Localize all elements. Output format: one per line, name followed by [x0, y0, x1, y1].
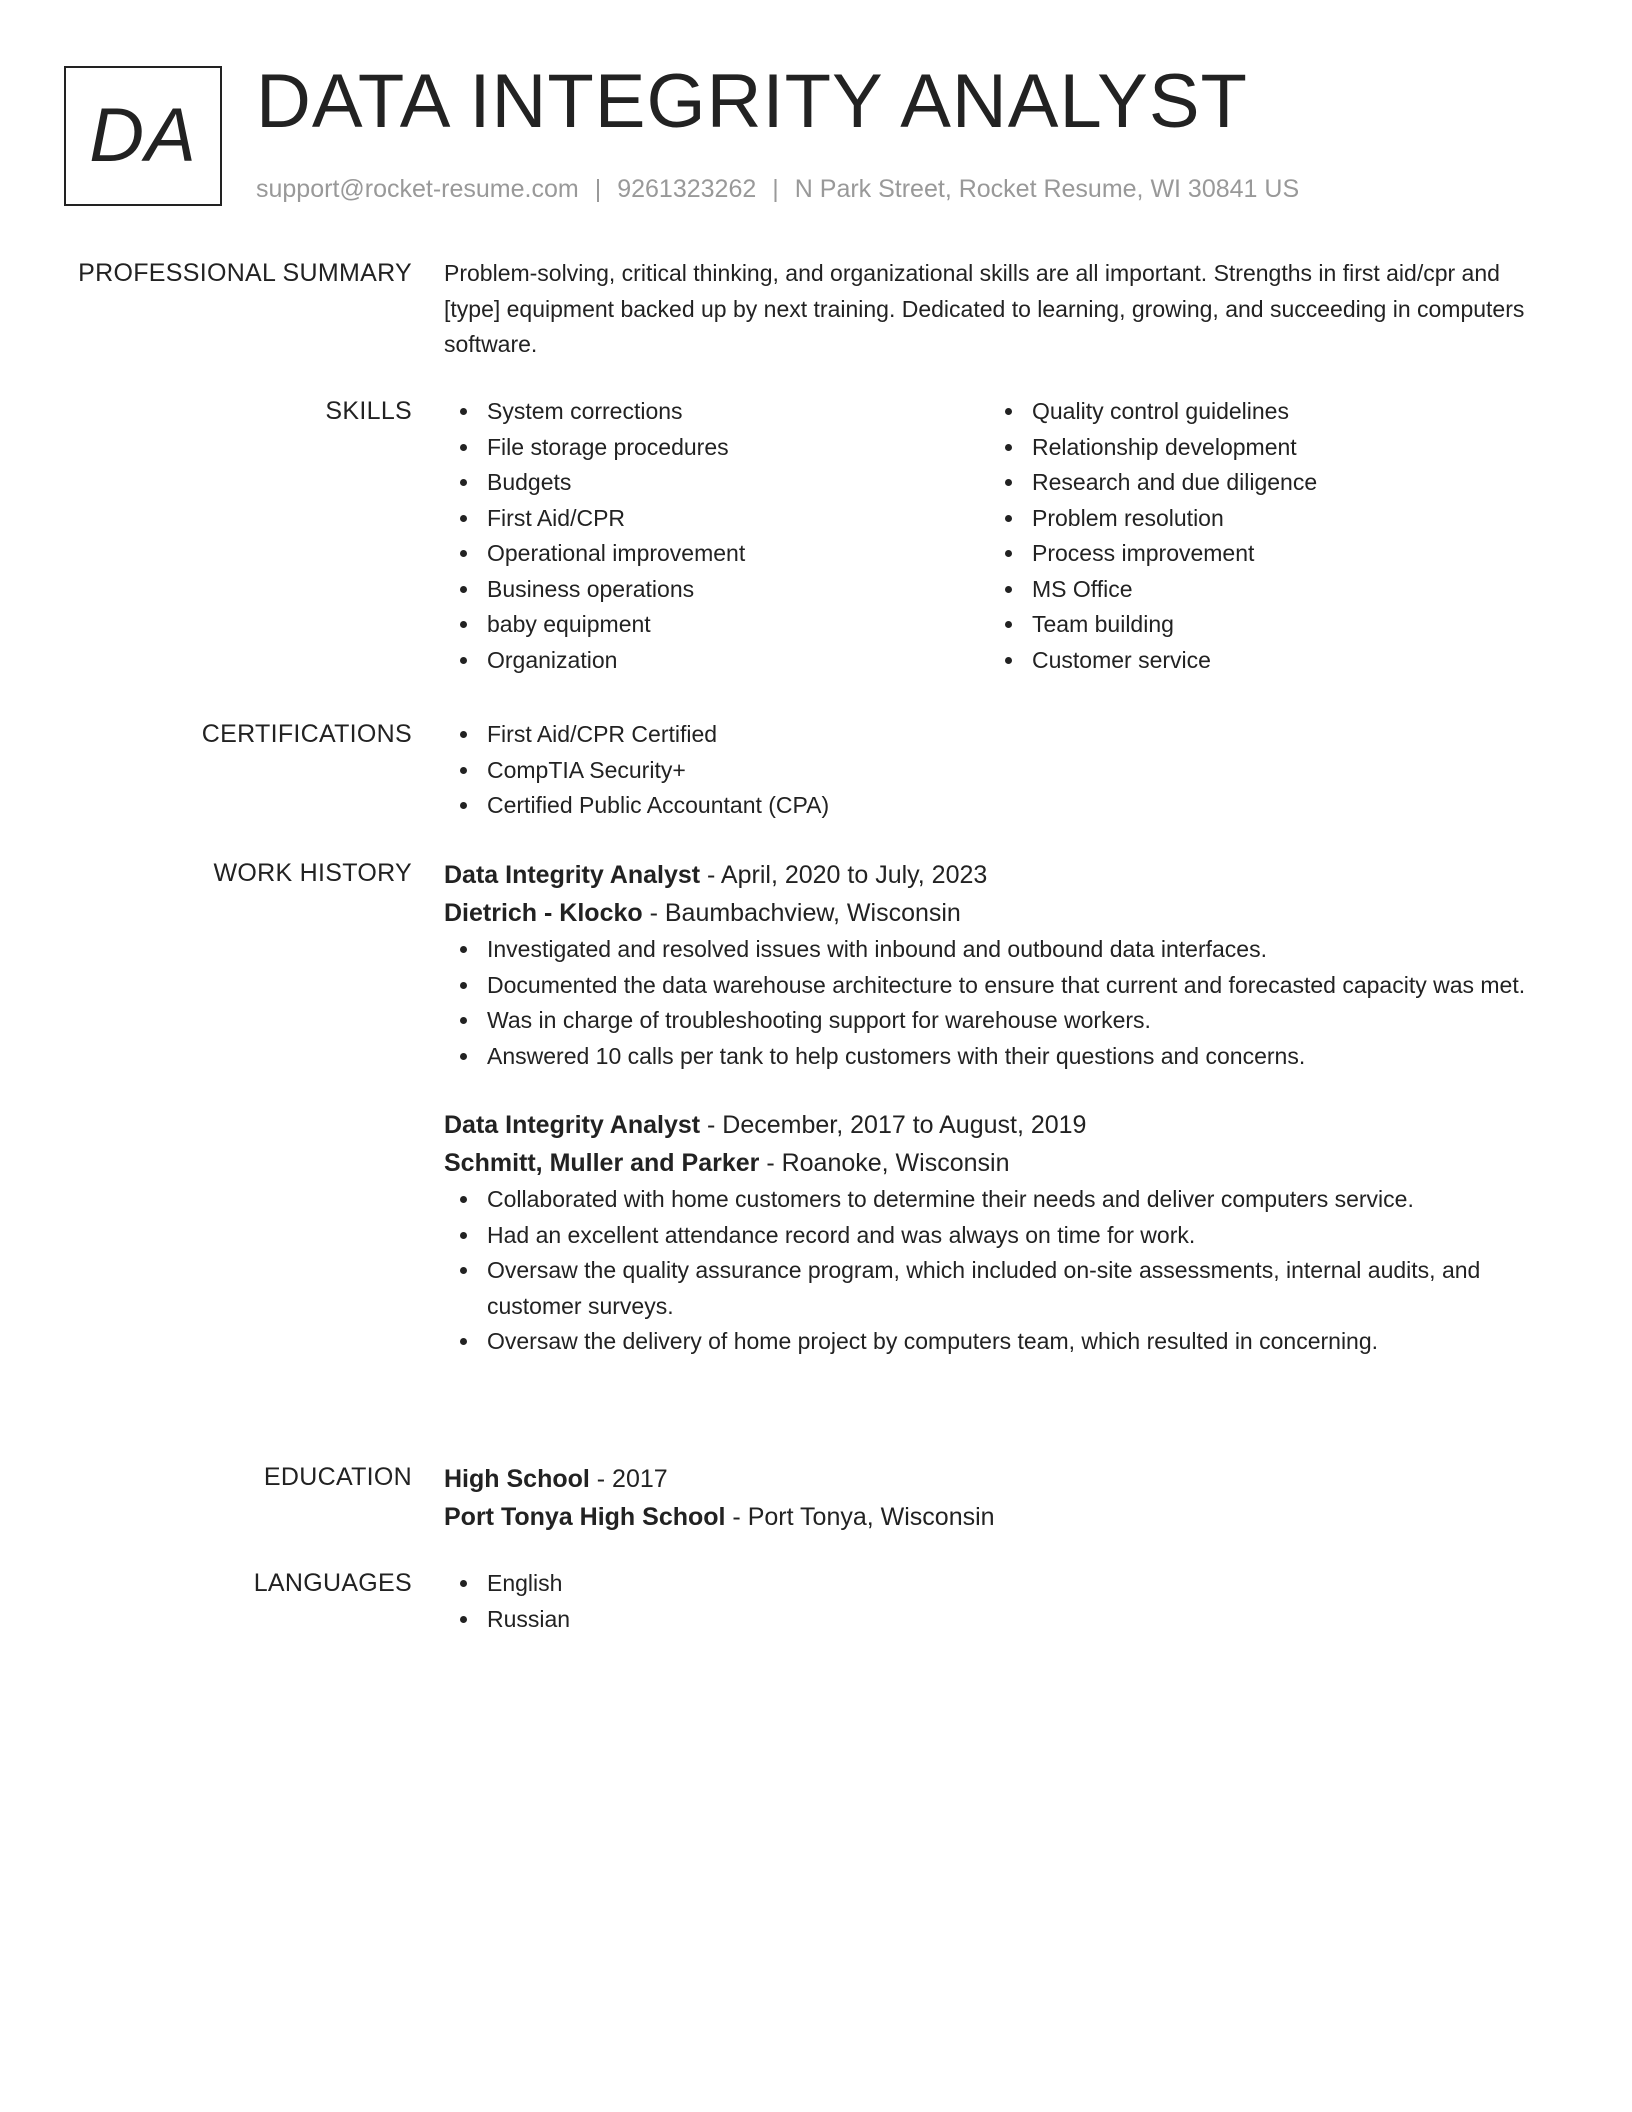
list-item: Oversaw the delivery of home project by computers team, which resulted in concerning. [444, 1324, 1556, 1360]
list-item: English [444, 1566, 1556, 1602]
job-company-line [444, 894, 1556, 932]
languages-heading: LANGUAGES [253, 1569, 412, 1597]
languages-list [444, 1566, 1556, 1637]
job-dates: - April, 2020 to July, 2023 [700, 861, 988, 889]
list-item: Organization [444, 643, 989, 679]
certifications-body [444, 717, 1556, 824]
skills-list-left [444, 394, 989, 678]
job-title-line [444, 1106, 1556, 1144]
work-history-body [444, 856, 1556, 1360]
list-item: Collaborated with home customers to determine their needs and deliver computers service. [444, 1182, 1556, 1218]
summary-text: Problem-solving, critical thinking, and organizational skills are all important. Strengths in first aid/cpr and [type] equipment backed up by next training. Dedicated to learning, growing, and succeeding in computers software. [444, 260, 1525, 357]
list-item: Budgets [444, 465, 989, 501]
job-title: Data Integrity Analyst [444, 861, 701, 889]
job-entry [444, 1106, 1556, 1360]
education-school-line [444, 1498, 1556, 1536]
summary-body [444, 256, 1556, 363]
list-item: Documented the data warehouse architecture to ensure that current and forecasted capacity was met. [444, 968, 1556, 1004]
list-item: Relationship development [989, 430, 1534, 466]
list-item: First Aid/CPR Certified [444, 717, 1556, 753]
list-item: baby equipment [444, 607, 989, 643]
resume-title: DATA INTEGRITY ANALYST [256, 59, 1248, 144]
monogram-box [64, 66, 222, 206]
skills-body [444, 394, 1556, 678]
education-school: Port Tonya High School [444, 1503, 726, 1531]
education-location: - Port Tonya, Wisconsin [725, 1503, 995, 1531]
list-item: System corrections [444, 394, 989, 430]
list-item: Answered 10 calls per tank to help customers with their questions and concerns. [444, 1039, 1556, 1075]
list-item: Russian [444, 1602, 1556, 1638]
job-title-line [444, 856, 1556, 894]
contact-separator: | [594, 175, 602, 203]
list-item: Quality control guidelines [989, 394, 1534, 430]
work-history-heading: WORK HISTORY [213, 859, 412, 887]
list-item: Oversaw the quality assurance program, which included on-site assessments, internal audits, and customer surveys. [444, 1253, 1556, 1324]
job-entry [444, 856, 1556, 1074]
list-item: First Aid/CPR [444, 501, 989, 537]
education-body [444, 1460, 1556, 1536]
list-item: MS Office [989, 572, 1534, 608]
certifications-heading: CERTIFICATIONS [201, 720, 412, 748]
contact-line [256, 172, 1299, 206]
education-degree: High School [444, 1465, 590, 1493]
list-item: Had an excellent attendance record and was always on time for work. [444, 1218, 1556, 1254]
contact-address: N Park Street, Rocket Resume, WI 30841 US [794, 175, 1300, 203]
job-company-line [444, 1144, 1556, 1182]
education-heading: EDUCATION [263, 1463, 412, 1491]
list-item: Certified Public Accountant (CPA) [444, 788, 1556, 824]
contact-phone: 9261323262 [617, 175, 757, 203]
summary-heading: PROFESSIONAL SUMMARY [78, 259, 412, 287]
list-item: Research and due diligence [989, 465, 1534, 501]
skills-heading: SKILLS [325, 397, 412, 425]
list-item: CompTIA Security+ [444, 753, 1556, 789]
job-company: Schmitt, Muller and Parker [444, 1149, 760, 1177]
job-title: Data Integrity Analyst [444, 1111, 701, 1139]
education-degree-line [444, 1460, 1556, 1498]
contact-separator: | [772, 175, 779, 203]
list-item: Investigated and resolved issues with inbound and outbound data interfaces. [444, 932, 1556, 968]
contact-email: support@rocket-resume.com [256, 175, 579, 203]
monogram-initials: DA [89, 93, 197, 178]
list-item: Team building [989, 607, 1534, 643]
list-item: File storage procedures [444, 430, 989, 466]
list-item: Was in charge of troubleshooting support for warehouse workers. [444, 1003, 1556, 1039]
list-item: Operational improvement [444, 536, 989, 572]
job-bullets [444, 1182, 1556, 1360]
job-company: Dietrich - Klocko [444, 899, 643, 927]
job-location: - Roanoke, Wisconsin [759, 1149, 1010, 1177]
languages-body [444, 1566, 1556, 1637]
job-dates: - December, 2017 to August, 2019 [700, 1111, 1087, 1139]
list-item: Customer service [989, 643, 1534, 679]
certifications-list [444, 717, 1556, 824]
education-year: - 2017 [589, 1465, 668, 1493]
list-item: Problem resolution [989, 501, 1534, 537]
list-item: Business operations [444, 572, 989, 608]
skills-list-right [989, 394, 1534, 678]
job-bullets [444, 932, 1556, 1074]
job-location: - Baumbachview, Wisconsin [642, 899, 961, 927]
list-item: Process improvement [989, 536, 1534, 572]
